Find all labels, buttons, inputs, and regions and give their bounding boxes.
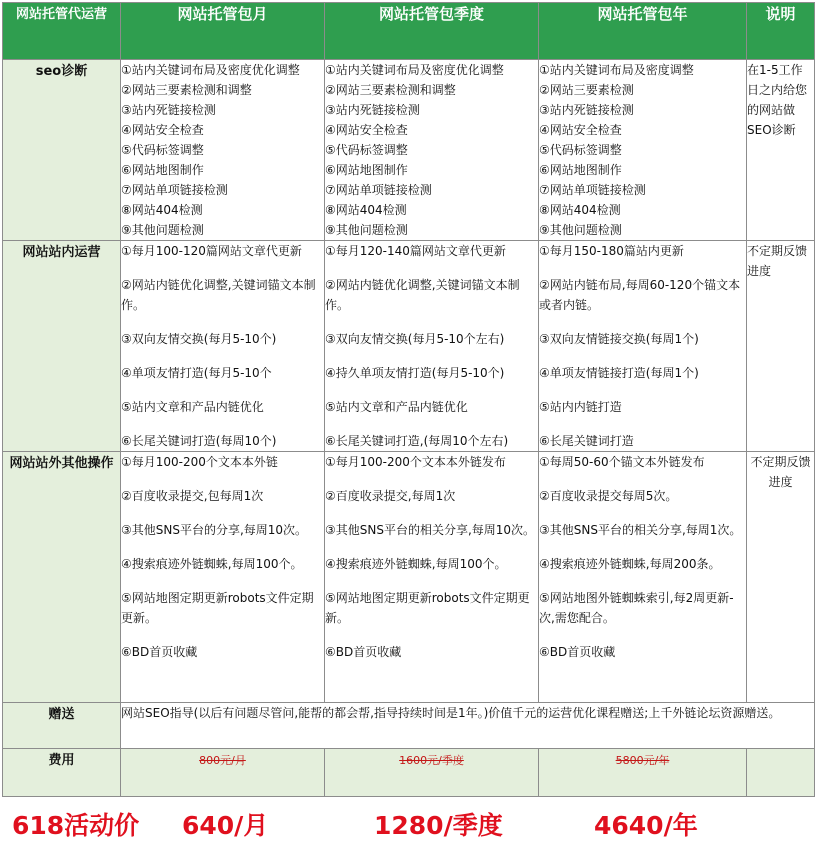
- row-seo-diagnosis: [3, 60, 815, 241]
- offsite-note: 不定期反馈进度: [747, 452, 815, 703]
- list-item: ③站内死链接检测: [325, 103, 420, 117]
- list-item: ②百度收录提交每周5次。: [539, 489, 678, 503]
- list-item: ④网站安全检查: [121, 123, 204, 137]
- list-item: ①每月150-180篇站内更新: [539, 244, 684, 258]
- onsite-monthly-cell: [121, 241, 325, 452]
- onsite-quarterly-cell: [325, 241, 539, 452]
- row-gift: [3, 703, 815, 749]
- list-item: ①每月100-200个文本本外链: [121, 455, 278, 469]
- header-service-type: 网站托管代运营: [3, 3, 121, 60]
- list-item: ⑥长尾关键词打造(每周10个): [121, 434, 277, 448]
- list-item: ④持久单项友情打造(每月5-10个): [325, 366, 505, 380]
- row-label-gift: 赠送: [3, 703, 121, 749]
- seo-note: 在1-5工作日之内给您的网站做SEO诊断: [747, 60, 815, 241]
- list-item: ⑤站内内链打造: [539, 400, 622, 414]
- list-item: ⑥长尾关键词打造: [539, 434, 634, 448]
- list-item: ②网站三要素检测: [539, 83, 634, 97]
- list-item: ③其他SNS平台的分享,每周10次。: [121, 523, 308, 537]
- list-item: ⑦网站单项链接检测: [539, 183, 646, 197]
- list-item: ④搜索痕迹外链蜘蛛,每周200条。: [539, 557, 721, 571]
- list-item: ②网站内链优化调整,关键词锚文本制作。: [121, 278, 316, 312]
- list-item: ③其他SNS平台的相关分享,每周10次。: [325, 523, 536, 537]
- list-item: ③双向友情交换(每月5-10个): [121, 332, 277, 346]
- list-item: ①每月120-140篇网站文章代更新: [325, 244, 506, 258]
- list-item: ③站内死链接检测: [121, 103, 216, 117]
- seo-yearly-cell: [539, 60, 747, 241]
- list-item: ⑤网站地图定期更新robots文件定期更新。: [121, 591, 314, 625]
- onsite-note: 不定期反馈进度: [747, 241, 815, 452]
- list-item: ②网站三要素检测和调整: [325, 83, 456, 97]
- gift-text: 网站SEO指导(以后有问题尽管问,能帮的都会帮,指导持续时间是1年。)价值千元的运营优化课程赠送;上千外链论坛资源赠送。: [121, 703, 815, 749]
- list-item: ③其他SNS平台的相关分享,每周1次。: [539, 523, 742, 537]
- list-item: ④网站安全检查: [325, 123, 408, 137]
- list-item: ①每月100-120篇网站文章代更新: [121, 244, 302, 258]
- list-item: ⑥网站地图制作: [539, 163, 622, 177]
- list-item: ①站内关键词布局及密度优化调整: [121, 63, 300, 77]
- list-item: ①每周50-60个锚文本外链发布: [539, 455, 705, 469]
- list-item: ⑤站内文章和产品内链优化: [121, 400, 264, 414]
- fee-yearly-original: 5800元/年: [615, 754, 670, 767]
- header-quarterly-plan: 网站托管包季度: [325, 3, 539, 60]
- fee-quarterly-cell: [325, 749, 539, 797]
- list-item: ①每月100-200个文本本外链发布: [325, 455, 506, 469]
- promo-yearly-price: 4640/年: [594, 811, 698, 840]
- row-label-onsite: 网站站内运营: [3, 241, 121, 452]
- list-item: ④单项友情链接打造(每周1个): [539, 366, 699, 380]
- row-label-seo: seo诊断: [3, 60, 121, 241]
- list-item: ⑧网站404检测: [121, 203, 203, 217]
- fee-monthly-cell: [121, 749, 325, 797]
- list-item: ①站内关键词布局及密度优化调整: [325, 63, 504, 77]
- list-item: ③双向友情链接交换(每周1个): [539, 332, 699, 346]
- list-item: ⑤代码标签调整: [121, 143, 204, 157]
- header-yearly-plan: 网站托管包年: [539, 3, 747, 60]
- list-item: ⑤代码标签调整: [325, 143, 408, 157]
- list-item: ③站内死链接检测: [539, 103, 634, 117]
- list-item: ②百度收录提交,每周1次: [325, 489, 456, 503]
- list-item: ⑥BD首页收藏: [121, 645, 198, 659]
- promo-label: 618活动价: [12, 811, 140, 840]
- seo-monthly-cell: [121, 60, 325, 241]
- row-onsite-operation: [3, 241, 815, 452]
- seo-quarterly-cell: [325, 60, 539, 241]
- row-label-fee: 费用: [3, 749, 121, 797]
- header-monthly-plan: 网站托管包月: [121, 3, 325, 60]
- pricing-table: [2, 2, 815, 797]
- offsite-quarterly-cell: [325, 452, 539, 703]
- list-item: ④搜索痕迹外链蜘蛛,每周100个。: [121, 557, 303, 571]
- list-item: ②百度收录提交,包每周1次: [121, 489, 264, 503]
- list-item: ④单项友情打造(每月5-10个: [121, 366, 272, 380]
- row-label-offsite: 网站站外其他操作: [3, 452, 121, 703]
- fee-quarterly-original: 1600元/季度: [399, 754, 464, 767]
- row-fee: [3, 749, 815, 797]
- list-item: ②网站内链优化调整,关键词锚文本制作。: [325, 278, 520, 312]
- fee-monthly-original: 800元/月: [199, 754, 246, 767]
- fee-yearly-cell: [539, 749, 747, 797]
- list-item: ⑧网站404检测: [325, 203, 407, 217]
- list-item: ⑤代码标签调整: [539, 143, 622, 157]
- row-offsite-operation: [3, 452, 815, 703]
- header-row: [3, 3, 815, 60]
- header-notes: 说明: [747, 3, 815, 60]
- list-item: ⑨其他问题检测: [539, 223, 622, 237]
- list-item: ⑥BD首页收藏: [539, 645, 616, 659]
- list-item: ②网站内链布局,每周60-120个锚文本或者内链。: [539, 278, 741, 312]
- onsite-yearly-cell: [539, 241, 747, 452]
- list-item: ⑤站内文章和产品内链优化: [325, 400, 468, 414]
- list-item: ④搜索痕迹外链蜘蛛,每周100个。: [325, 557, 507, 571]
- offsite-yearly-cell: [539, 452, 747, 703]
- list-item: ②网站三要素检测和调整: [121, 83, 252, 97]
- list-item: ⑤网站地图定期更新robots文件定期更新。: [325, 591, 530, 625]
- list-item: ⑦网站单项链接检测: [121, 183, 228, 197]
- list-item: ⑥长尾关键词打造,(每周10个左右): [325, 434, 509, 448]
- list-item: ⑧网站404检测: [539, 203, 621, 217]
- list-item: ⑨其他问题检测: [121, 223, 204, 237]
- list-item: ⑥网站地图制作: [121, 163, 204, 177]
- promo-monthly-price: 640/月: [182, 811, 269, 840]
- list-item: ⑥BD首页收藏: [325, 645, 402, 659]
- promo-quarterly-price: 1280/季度: [374, 811, 503, 840]
- list-item: ⑤网站地图外链蜘蛛索引,每2周更新-次,需您配合。: [539, 591, 734, 625]
- list-item: ⑦网站单项链接检测: [325, 183, 432, 197]
- list-item: ⑨其他问题检测: [325, 223, 408, 237]
- list-item: ⑥网站地图制作: [325, 163, 408, 177]
- list-item: ①站内关键词布局及密度调整: [539, 63, 694, 77]
- list-item: ④网站安全检查: [539, 123, 622, 137]
- list-item: ③双向友情交换(每月5-10个左右): [325, 332, 505, 346]
- fee-note-empty: [747, 749, 815, 797]
- offsite-monthly-cell: [121, 452, 325, 703]
